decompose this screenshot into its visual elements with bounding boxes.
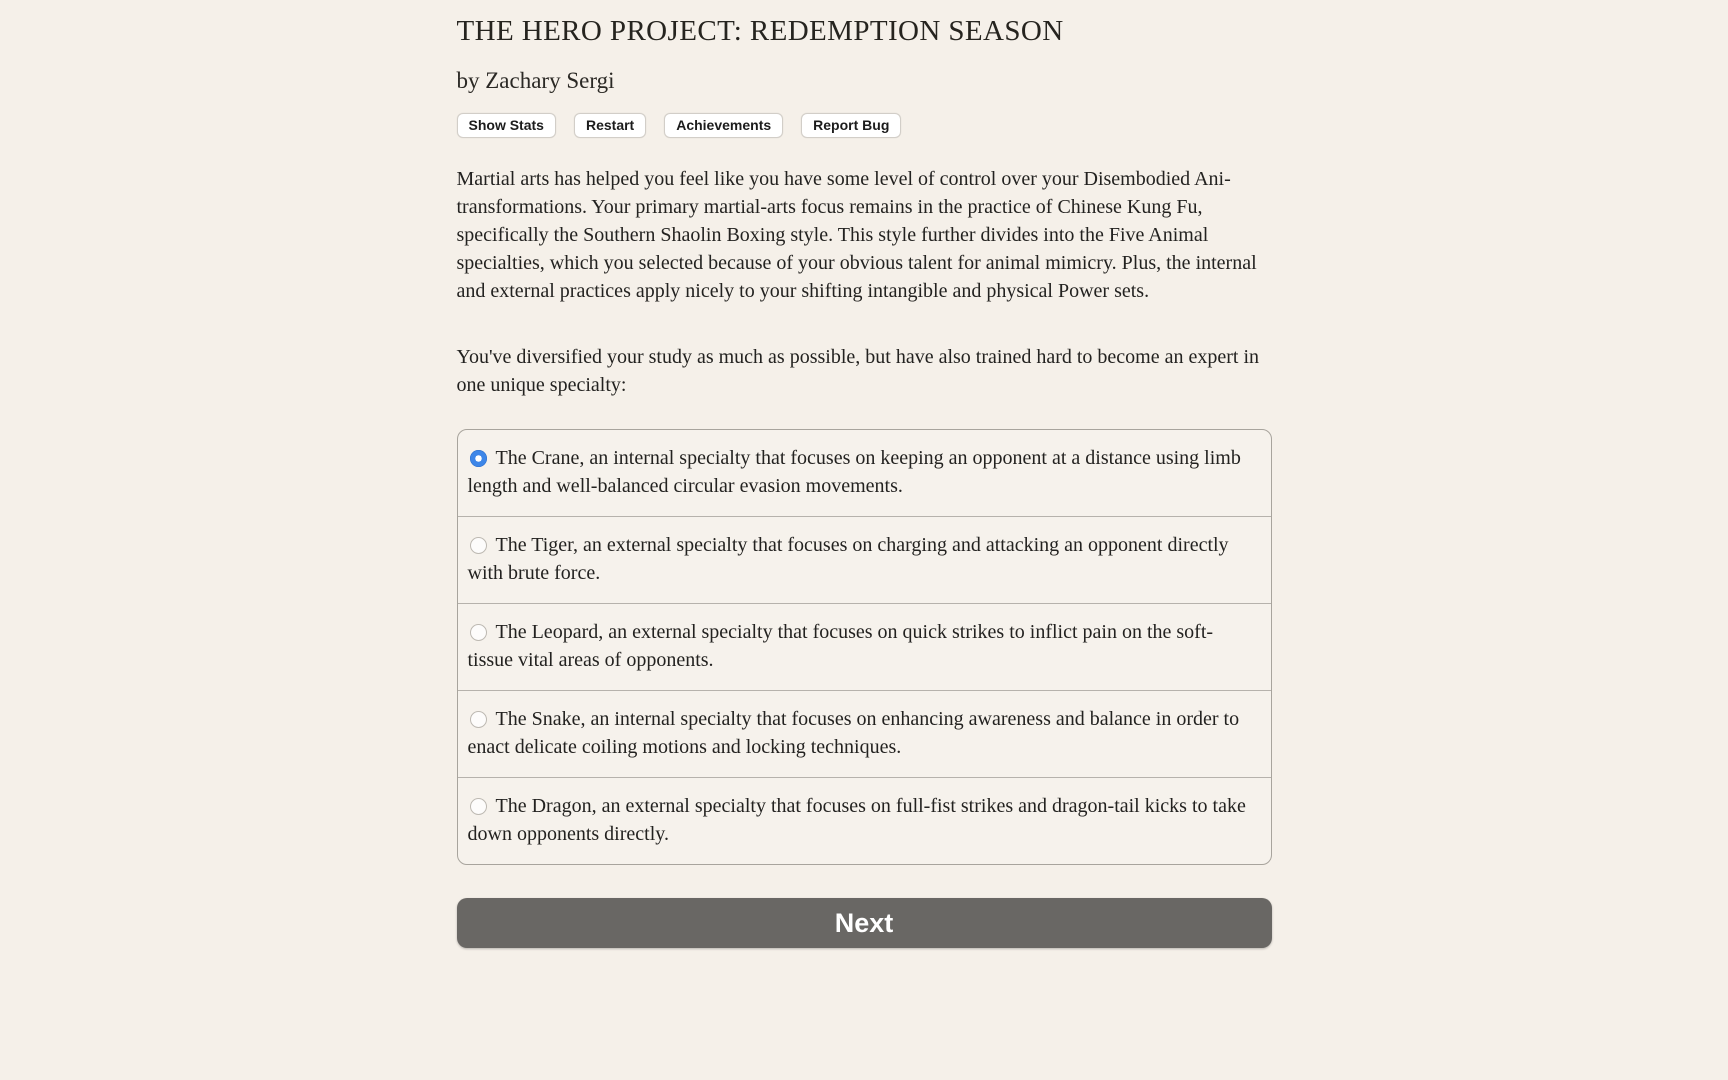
choice-list: [457, 429, 1272, 865]
toolbar: [457, 113, 1272, 138]
radio-button-snake[interactable]: [470, 711, 487, 728]
next-button[interactable]: Next: [457, 898, 1272, 948]
choice-option-label: The Dragon, an external specialty that focuses on full-fist strikes and dragon-tail kicks to take down opponents directly.: [467, 795, 1246, 845]
page-title: THE HERO PROJECT: REDEMPTION SEASON: [456, 15, 1064, 47]
story-page: [457, 0, 1272, 948]
choice-option-label: The Tiger, an external specialty that focuses on charging and attacking an opponent directly with brute force.: [467, 534, 1229, 584]
choice-option-label: The Crane, an internal specialty that focuses on keeping an opponent at a distance using limb length and well-balanced circular evasion movements.: [467, 447, 1241, 497]
restart-button[interactable]: Restart: [574, 113, 646, 138]
report-bug-button[interactable]: Report Bug: [801, 113, 901, 138]
show-stats-button[interactable]: Show Stats: [457, 113, 556, 138]
story-paragraph: You've diversified your study as much as possible, but have also trained hard to become an expert in one unique specialty:: [456, 346, 1259, 396]
choice-option-snake[interactable]: [458, 690, 1271, 777]
achievements-button[interactable]: Achievements: [664, 113, 783, 138]
choice-option-tiger[interactable]: [458, 516, 1271, 603]
radio-button-crane[interactable]: [470, 450, 487, 467]
choice-option-dragon[interactable]: [458, 777, 1271, 864]
radio-button-tiger[interactable]: [470, 537, 487, 554]
choice-option-label: The Snake, an internal specialty that focuses on enhancing awareness and balance in order to enact delicate coiling motions and locking techniques.: [467, 708, 1240, 758]
choice-option-crane[interactable]: [458, 430, 1271, 516]
story-paragraph: Martial arts has helped you feel like you have some level of control over your Disembodied Ani-transformations. Your primary martial-arts focus remains in the practice of Chinese Kung Fu, specifically the Southern Shaolin Boxing style. This style further divides into the Five Animal specialties, which you selected because of your obvious talent for animal mimicry. Plus, the internal and external practices apply nicely to your shifting intangible and physical Power sets.: [456, 168, 1257, 302]
author-byline: by Zachary Sergi: [456, 68, 615, 93]
choice-option-leopard[interactable]: [458, 603, 1271, 690]
radio-button-leopard[interactable]: [470, 624, 487, 641]
choice-option-label: The Leopard, an external specialty that focuses on quick strikes to inflict pain on the soft-tissue vital areas of opponents.: [467, 621, 1214, 671]
radio-button-dragon[interactable]: [470, 798, 487, 815]
story-text: [457, 165, 1272, 399]
